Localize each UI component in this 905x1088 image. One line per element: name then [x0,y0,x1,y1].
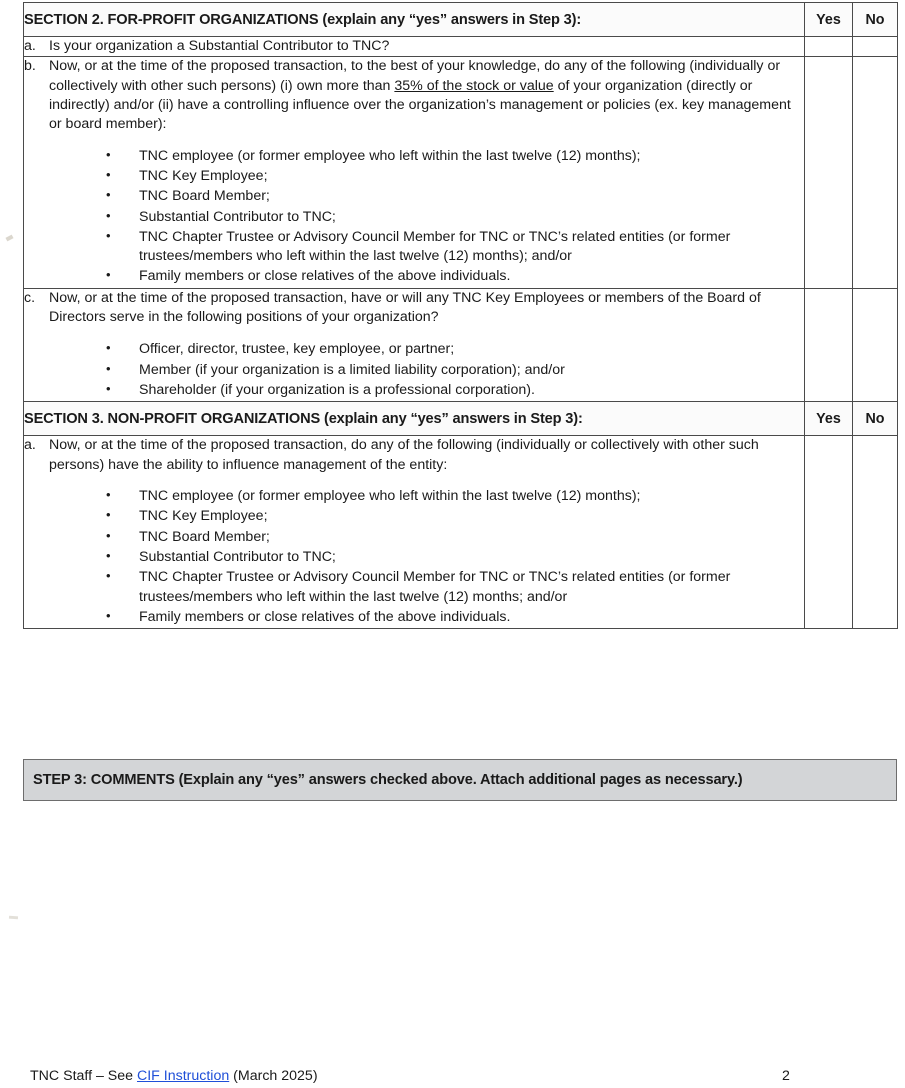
list-item: • Substantial Contributor to TNC; [106,208,804,227]
question-2b-text-part1: Now, or at the time of the proposed transaction, to the best of your knowledge, do any of the following (individually or collectively with other such persons) (i) own more than [49,58,781,94]
list-item: • TNC Key Employee; [106,507,804,526]
step-3-comments-label: STEP 3: COMMENTS (Explain any “yes” answers checked above. Attach additional pages as necessary.) [33,772,743,788]
question-2a-no-checkbox-cell[interactable] [853,37,898,57]
scan-artifact-lower [9,916,18,920]
list-item: • TNC Chapter Trustee or Advisory Council Member for TNC or TNC’s related entities (or former trustees/members who left within the last twelve (12) months; and/or [106,568,804,607]
page-number: 2 [782,1068,790,1084]
list-item: • TNC Chapter Trustee or Advisory Council Member for TNC or TNC’s related entities (or former trustees/members who left within the last twelve (12) months); and/or [106,228,804,267]
conflict-of-interest-questionnaire-table [23,2,898,629]
question-2b-bullet-list [49,147,804,287]
section-2-header-row [24,3,898,37]
question-2a-yes-checkbox-cell[interactable] [805,37,853,57]
list-item: • Shareholder (if your organization is a professional corporation). [106,381,804,400]
question-2a-cell [24,37,805,57]
question-3a-label: a. [24,437,36,454]
list-item: • Substantial Contributor to TNC; [106,548,804,567]
question-3a-bullet-list [49,487,804,627]
question-2c-bullet-list [49,340,804,400]
question-2c-text: Now, or at the time of the proposed transaction, have or will any TNC Key Employees or members of the Board of Directors serve in the following positions of your organization? [49,289,761,326]
cif-instruction-link[interactable]: CIF Instruction [136,1068,230,1084]
list-item: • TNC Key Employee; [106,167,804,186]
list-item: • TNC Board Member; [106,187,804,206]
section-2-title: SECTION 2. FOR-PROFIT ORGANIZATIONS (explain any “yes” answers in Step 3): [24,3,805,37]
list-item: • Officer, director, trustee, key employee, or partner; [106,340,804,359]
footer [30,1068,318,1084]
section-2-yes-header: Yes [805,3,853,37]
question-2c-yes-checkbox-cell[interactable] [805,288,853,402]
question-2b-yes-checkbox-cell[interactable] [805,57,853,288]
footer-prefix: TNC Staff – See [30,1068,137,1084]
question-3a-no-checkbox-cell[interactable] [853,436,898,629]
section-2-no-header: No [853,3,898,37]
question-2a-text: Is your organization a Substantial Contributor to TNC? [49,38,390,54]
table-row [24,37,898,57]
question-2b-underlined-threshold: 35% of the stock or value [394,77,554,94]
scan-artifact-left [5,235,13,242]
question-2a-label: a. [24,38,36,54]
question-2b-no-checkbox-cell[interactable] [853,57,898,288]
question-3a-cell [24,436,805,629]
list-item: • TNC employee (or former employee who left within the last twelve (12) months); [106,147,804,166]
question-2b-label: b. [24,58,36,75]
question-2c-cell [24,288,805,402]
question-2b-text-part2: of your organization (directly or indirectly) and/or (ii) have a controlling influence over the organization’s management or policies (ex. key management or board member): [49,77,791,133]
question-3a-yes-checkbox-cell[interactable] [805,436,853,629]
question-2c-no-checkbox-cell[interactable] [853,288,898,402]
step-3-comments-banner [23,759,897,801]
table-row [24,436,898,629]
footer-suffix: (March 2025) [229,1068,318,1084]
table-row [24,288,898,402]
list-item: • TNC employee (or former employee who left within the last twelve (12) months); [106,487,804,506]
section-3-title: SECTION 3. NON-PROFIT ORGANIZATIONS (explain any “yes” answers in Step 3): [24,402,805,436]
table-row [24,57,898,288]
question-2b-cell [24,57,805,288]
section-3-yes-header: Yes [805,402,853,436]
section-3-no-header: No [853,402,898,436]
question-2c-label: c. [24,289,36,306]
list-item: • TNC Board Member; [106,528,804,547]
question-2b-text [49,57,804,134]
list-item: • Member (if your organization is a limited liability corporation); and/or [106,361,804,380]
section-3-header-row [24,402,898,436]
list-item: • Family members or close relatives of the above individuals. [106,267,804,286]
question-3a-text: Now, or at the time of the proposed transaction, do any of the following (individually or collectively with other such persons) have the ability to influence management of the entity: [49,437,759,473]
list-item: • Family members or close relatives of the above individuals. [106,608,804,627]
